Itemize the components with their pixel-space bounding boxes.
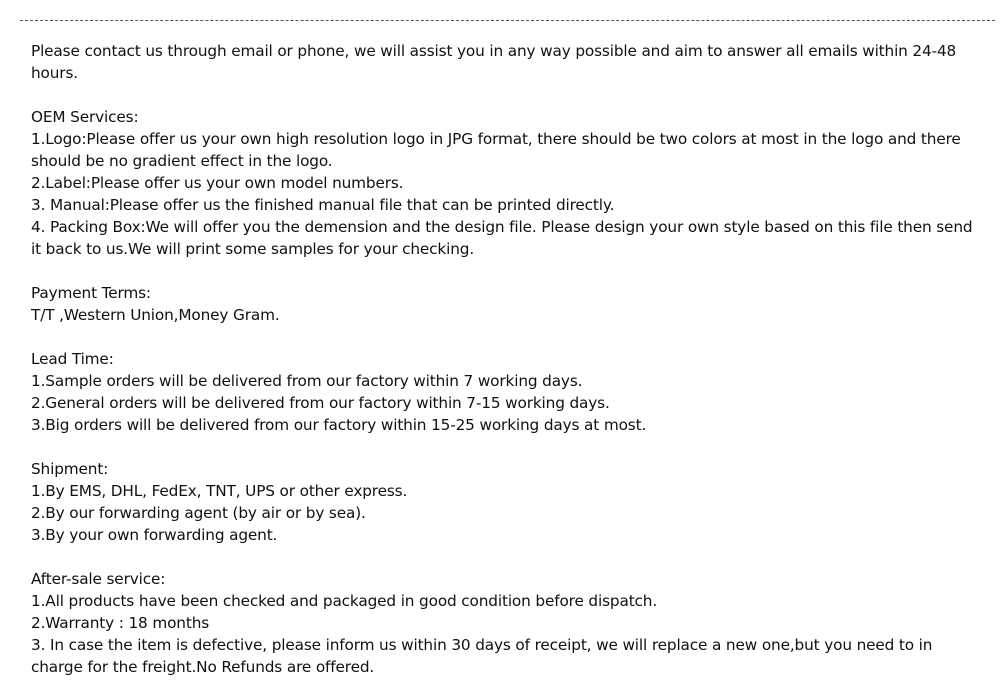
lead-time-item-sample: 1.Sample orders will be delivered from our factory within 7 working days. — [31, 372, 583, 390]
spacer — [31, 84, 981, 106]
lead-time-item-big: 3.Big orders will be delivered from our factory within 15-25 working days at most. — [31, 416, 647, 434]
payment-item: T/T ,Western Union,Money Gram. — [31, 306, 280, 324]
section-heading: OEM Services: — [31, 108, 139, 126]
dashed-divider — [20, 20, 995, 21]
after-sale-item-defective: 3. In case the item is defective, please inform us within 30 days of receipt, we will replace a new one,but you need to in charge for the freight.No Refunds are offered. — [31, 636, 938, 676]
oem-item-packing-box: 4. Packing Box:We will offer you the demension and the design file. Please design your own style based on this file then send it back to us.We will print some samples for your checking. — [31, 218, 978, 258]
lead-time-section — [31, 348, 981, 436]
intro-paragraph: Please contact us through email or phone, we will assist you in any way possible and aim to answer all emails within 24-48 hours. — [31, 42, 957, 82]
section-heading: After-sale service: — [31, 570, 166, 588]
section-heading: Lead Time: — [31, 350, 114, 368]
after-sale-section — [31, 568, 981, 678]
spacer — [31, 260, 981, 282]
shipment-section — [31, 458, 981, 546]
section-heading: Payment Terms: — [31, 284, 151, 302]
oem-item-logo: 1.Logo:Please offer us your own high resolution logo in JPG format, there should be two colors at most in the logo and there should be no gradient effect in the logo. — [31, 130, 966, 170]
spacer — [31, 436, 981, 458]
oem-services-section — [31, 106, 981, 260]
shipment-item-own-agent: 3.By your own forwarding agent. — [31, 526, 278, 544]
oem-item-label: 2.Label:Please offer us your own model numbers. — [31, 174, 404, 192]
spacer — [31, 326, 981, 348]
shipment-item-our-agent: 2.By our forwarding agent (by air or by sea). — [31, 504, 366, 522]
section-heading: Shipment: — [31, 460, 109, 478]
lead-time-item-general: 2.General orders will be delivered from our factory within 7-15 working days. — [31, 394, 610, 412]
oem-item-manual: 3. Manual:Please offer us the finished manual file that can be printed directly. — [31, 196, 615, 214]
policy-text-block — [31, 40, 981, 678]
shipment-item-express: 1.By EMS, DHL, FedEx, TNT, UPS or other express. — [31, 482, 408, 500]
after-sale-item-warranty: 2.Warranty : 18 months — [31, 614, 210, 632]
spacer — [31, 546, 981, 568]
after-sale-item-checked: 1.All products have been checked and packaged in good condition before dispatch. — [31, 592, 658, 610]
payment-terms-section — [31, 282, 981, 326]
